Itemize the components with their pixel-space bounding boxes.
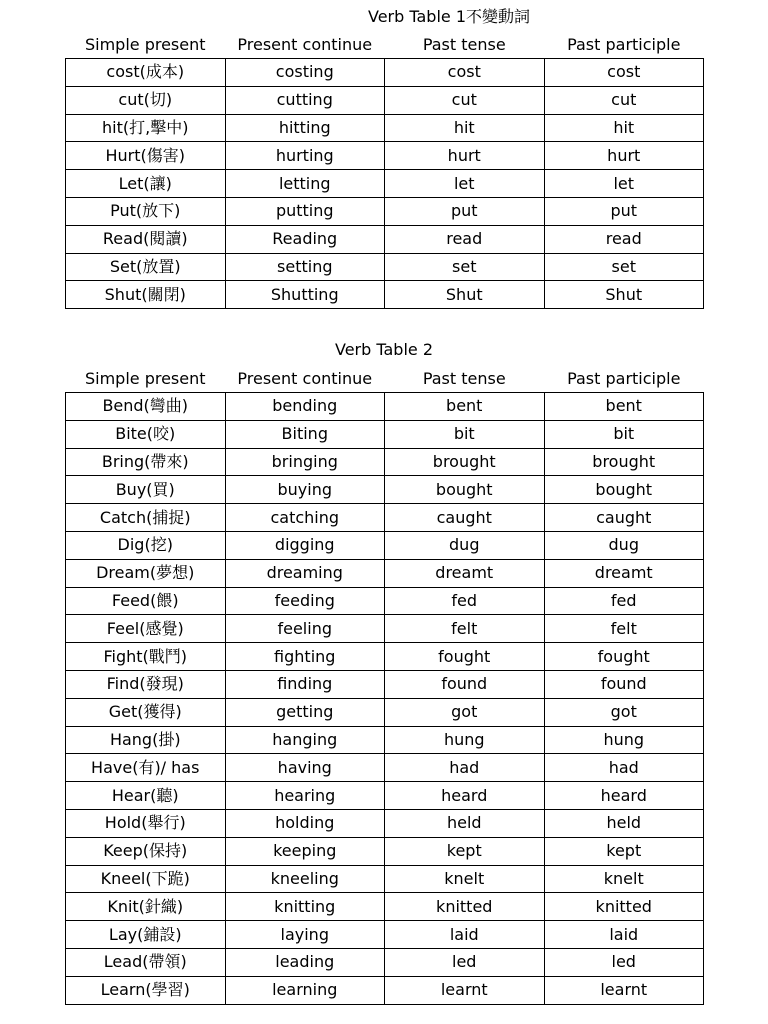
cell-past-participle: set [544,253,704,281]
cell-past-tense: held [385,809,545,837]
verb-table-2-body [66,393,704,1005]
cell-simple-present: Lay(鋪設) [66,921,226,949]
cell-past-participle: fed [544,587,704,615]
cell-past-tense: cost [385,59,545,87]
cell-simple-present: Put(放下) [66,197,226,225]
cell-past-tense: led [385,948,545,976]
cell-past-participle: kept [544,837,704,865]
cell-past-tense: fed [385,587,545,615]
table-header-row [66,32,704,59]
cell-simple-present: Kneel(下跪) [66,865,226,893]
table-row [66,504,704,532]
cell-present-continue: setting [225,253,385,281]
table-row [66,197,704,225]
cell-simple-present: Let(讓) [66,170,226,198]
verb-table-2 [65,366,704,1005]
cell-past-participle: dreamt [544,559,704,587]
table-row [66,976,704,1004]
cell-present-continue: dreaming [225,559,385,587]
cell-present-continue: kneeling [225,865,385,893]
cell-past-participle: bit [544,420,704,448]
cell-past-tense: hurt [385,142,545,170]
cell-past-tense: knitted [385,893,545,921]
table-row [66,393,704,421]
cell-simple-present: Feed(餵) [66,587,226,615]
cell-simple-present: Knit(針織) [66,893,226,921]
cell-past-participle: got [544,698,704,726]
cell-past-tense: got [385,698,545,726]
table-row [66,948,704,976]
cell-present-continue: fighting [225,643,385,671]
cell-present-continue: feeding [225,587,385,615]
cell-past-participle: had [544,754,704,782]
cell-past-tense: found [385,670,545,698]
cell-past-tense: bent [385,393,545,421]
cell-present-continue: Biting [225,420,385,448]
cell-present-continue: leading [225,948,385,976]
table-row [66,476,704,504]
column-header-simple-present: Simple present [84,35,206,54]
column-header-present-continue: Present continue [237,369,373,388]
cell-simple-present: Hear(聽) [66,782,226,810]
cell-past-participle: knitted [544,893,704,921]
cell-present-continue: laying [225,921,385,949]
column-header-past-participle: Past participle [567,369,681,388]
cell-present-continue: bringing [225,448,385,476]
table-row [66,893,704,921]
cell-present-continue: getting [225,698,385,726]
table-row [66,754,704,782]
cell-past-participle: knelt [544,865,704,893]
cell-past-participle: let [544,170,704,198]
cell-simple-present: Bite(咬) [66,420,226,448]
cell-past-participle: bought [544,476,704,504]
table-row [66,698,704,726]
cell-past-participle: felt [544,615,704,643]
verb-table-1 [65,32,704,309]
cell-present-continue: hanging [225,726,385,754]
table-row [66,837,704,865]
cell-past-tense: bit [385,420,545,448]
cell-present-continue: buying [225,476,385,504]
cell-simple-present: Fight(戰鬥) [66,643,226,671]
cell-past-tense: set [385,253,545,281]
cell-simple-present: Lead(帶領) [66,948,226,976]
cell-past-participle: found [544,670,704,698]
cell-past-tense: heard [385,782,545,810]
cell-simple-present: Hang(掛) [66,726,226,754]
cell-past-tense: hung [385,726,545,754]
cell-present-continue: hearing [225,782,385,810]
table-row [66,142,704,170]
cell-past-tense: bought [385,476,545,504]
cell-past-tense: cut [385,86,545,114]
cell-simple-present: Buy(買) [66,476,226,504]
cell-present-continue: putting [225,197,385,225]
table-row [66,281,704,309]
cell-present-continue: having [225,754,385,782]
column-header-present-continue: Present continue [237,35,373,54]
table-row [66,726,704,754]
cell-simple-present: hit(打,擊中) [66,114,226,142]
cell-present-continue: cutting [225,86,385,114]
cell-past-participle: dug [544,531,704,559]
cell-simple-present: Shut(關閉) [66,281,226,309]
table-row [66,587,704,615]
cell-past-participle: learnt [544,976,704,1004]
cell-simple-present: Bring(帶來) [66,448,226,476]
table-row [66,225,704,253]
column-header-simple-present: Simple present [84,369,206,388]
cell-past-participle: hurt [544,142,704,170]
cell-present-continue: holding [225,809,385,837]
cell-present-continue: Reading [225,225,385,253]
table-row [66,615,704,643]
cell-present-continue: Shutting [225,281,385,309]
table-row [66,170,704,198]
cell-present-continue: learning [225,976,385,1004]
table-row [66,559,704,587]
verb-table-1-body [66,59,704,309]
cell-simple-present: Feel(感覺) [66,615,226,643]
cell-past-participle: hit [544,114,704,142]
cell-past-participle: read [544,225,704,253]
cell-simple-present: cut(切) [66,86,226,114]
cell-past-tense: knelt [385,865,545,893]
cell-past-participle: fought [544,643,704,671]
column-header-past-tense: Past tense [422,369,506,388]
cell-past-tense: laid [385,921,545,949]
cell-past-participle: brought [544,448,704,476]
cell-simple-present: Find(發現) [66,670,226,698]
cell-past-participle: caught [544,504,704,532]
cell-simple-present: Dig(挖) [66,531,226,559]
table-row [66,921,704,949]
cell-past-tense: brought [385,448,545,476]
table-row [66,420,704,448]
cell-past-participle: laid [544,921,704,949]
cell-present-continue: finding [225,670,385,698]
cell-simple-present: cost(成本) [66,59,226,87]
cell-past-tense: fought [385,643,545,671]
cell-present-continue: hurting [225,142,385,170]
cell-present-continue: keeping [225,837,385,865]
cell-simple-present: Have(有)/ has [66,754,226,782]
cell-past-participle: cut [544,86,704,114]
cell-present-continue: hitting [225,114,385,142]
cell-present-continue: letting [225,170,385,198]
table-row [66,59,704,87]
cell-simple-present: Dream(夢想) [66,559,226,587]
table-row [66,448,704,476]
cell-present-continue: catching [225,504,385,532]
table-row [66,643,704,671]
table-row [66,670,704,698]
table-row [66,86,704,114]
cell-past-tense: dreamt [385,559,545,587]
column-header-past-participle: Past participle [567,35,681,54]
column-header-past-tense: Past tense [422,35,506,54]
verb-table-1-title-text: Verb Table 1不變動詞 [368,7,531,26]
cell-past-tense: hit [385,114,545,142]
cell-simple-present: Catch(捕捉) [66,504,226,532]
cell-simple-present: Learn(學習) [66,976,226,1004]
cell-past-tense: dug [385,531,545,559]
cell-simple-present: Get(獲得) [66,698,226,726]
table-row [66,782,704,810]
cell-past-participle: cost [544,59,704,87]
table-row [66,531,704,559]
cell-past-tense: let [385,170,545,198]
cell-past-participle: heard [544,782,704,810]
table-row [66,253,704,281]
cell-past-tense: had [385,754,545,782]
cell-past-tense: learnt [385,976,545,1004]
cell-simple-present: Keep(保持) [66,837,226,865]
cell-past-participle: bent [544,393,704,421]
cell-present-continue: costing [225,59,385,87]
cell-present-continue: feeling [225,615,385,643]
table-row [66,865,704,893]
cell-past-tense: Shut [385,281,545,309]
cell-past-tense: kept [385,837,545,865]
table-row [66,114,704,142]
cell-past-tense: put [385,197,545,225]
cell-past-tense: read [385,225,545,253]
cell-past-tense: felt [385,615,545,643]
cell-simple-present: Hold(舉行) [66,809,226,837]
cell-present-continue: knitting [225,893,385,921]
cell-present-continue: bending [225,393,385,421]
cell-past-participle: led [544,948,704,976]
cell-simple-present: Hurt(傷害) [66,142,226,170]
table-row [66,809,704,837]
verb-table-2-title: Verb Table 2 [334,340,433,359]
verb-table-1-title [0,7,768,27]
cell-present-continue: digging [225,531,385,559]
cell-simple-present: Bend(彎曲) [66,393,226,421]
cell-past-participle: hung [544,726,704,754]
cell-past-tense: caught [385,504,545,532]
cell-past-participle: held [544,809,704,837]
cell-past-participle: Shut [544,281,704,309]
cell-past-participle: put [544,197,704,225]
cell-simple-present: Set(放置) [66,253,226,281]
cell-simple-present: Read(閱讀) [66,225,226,253]
table-header-row [66,366,704,393]
